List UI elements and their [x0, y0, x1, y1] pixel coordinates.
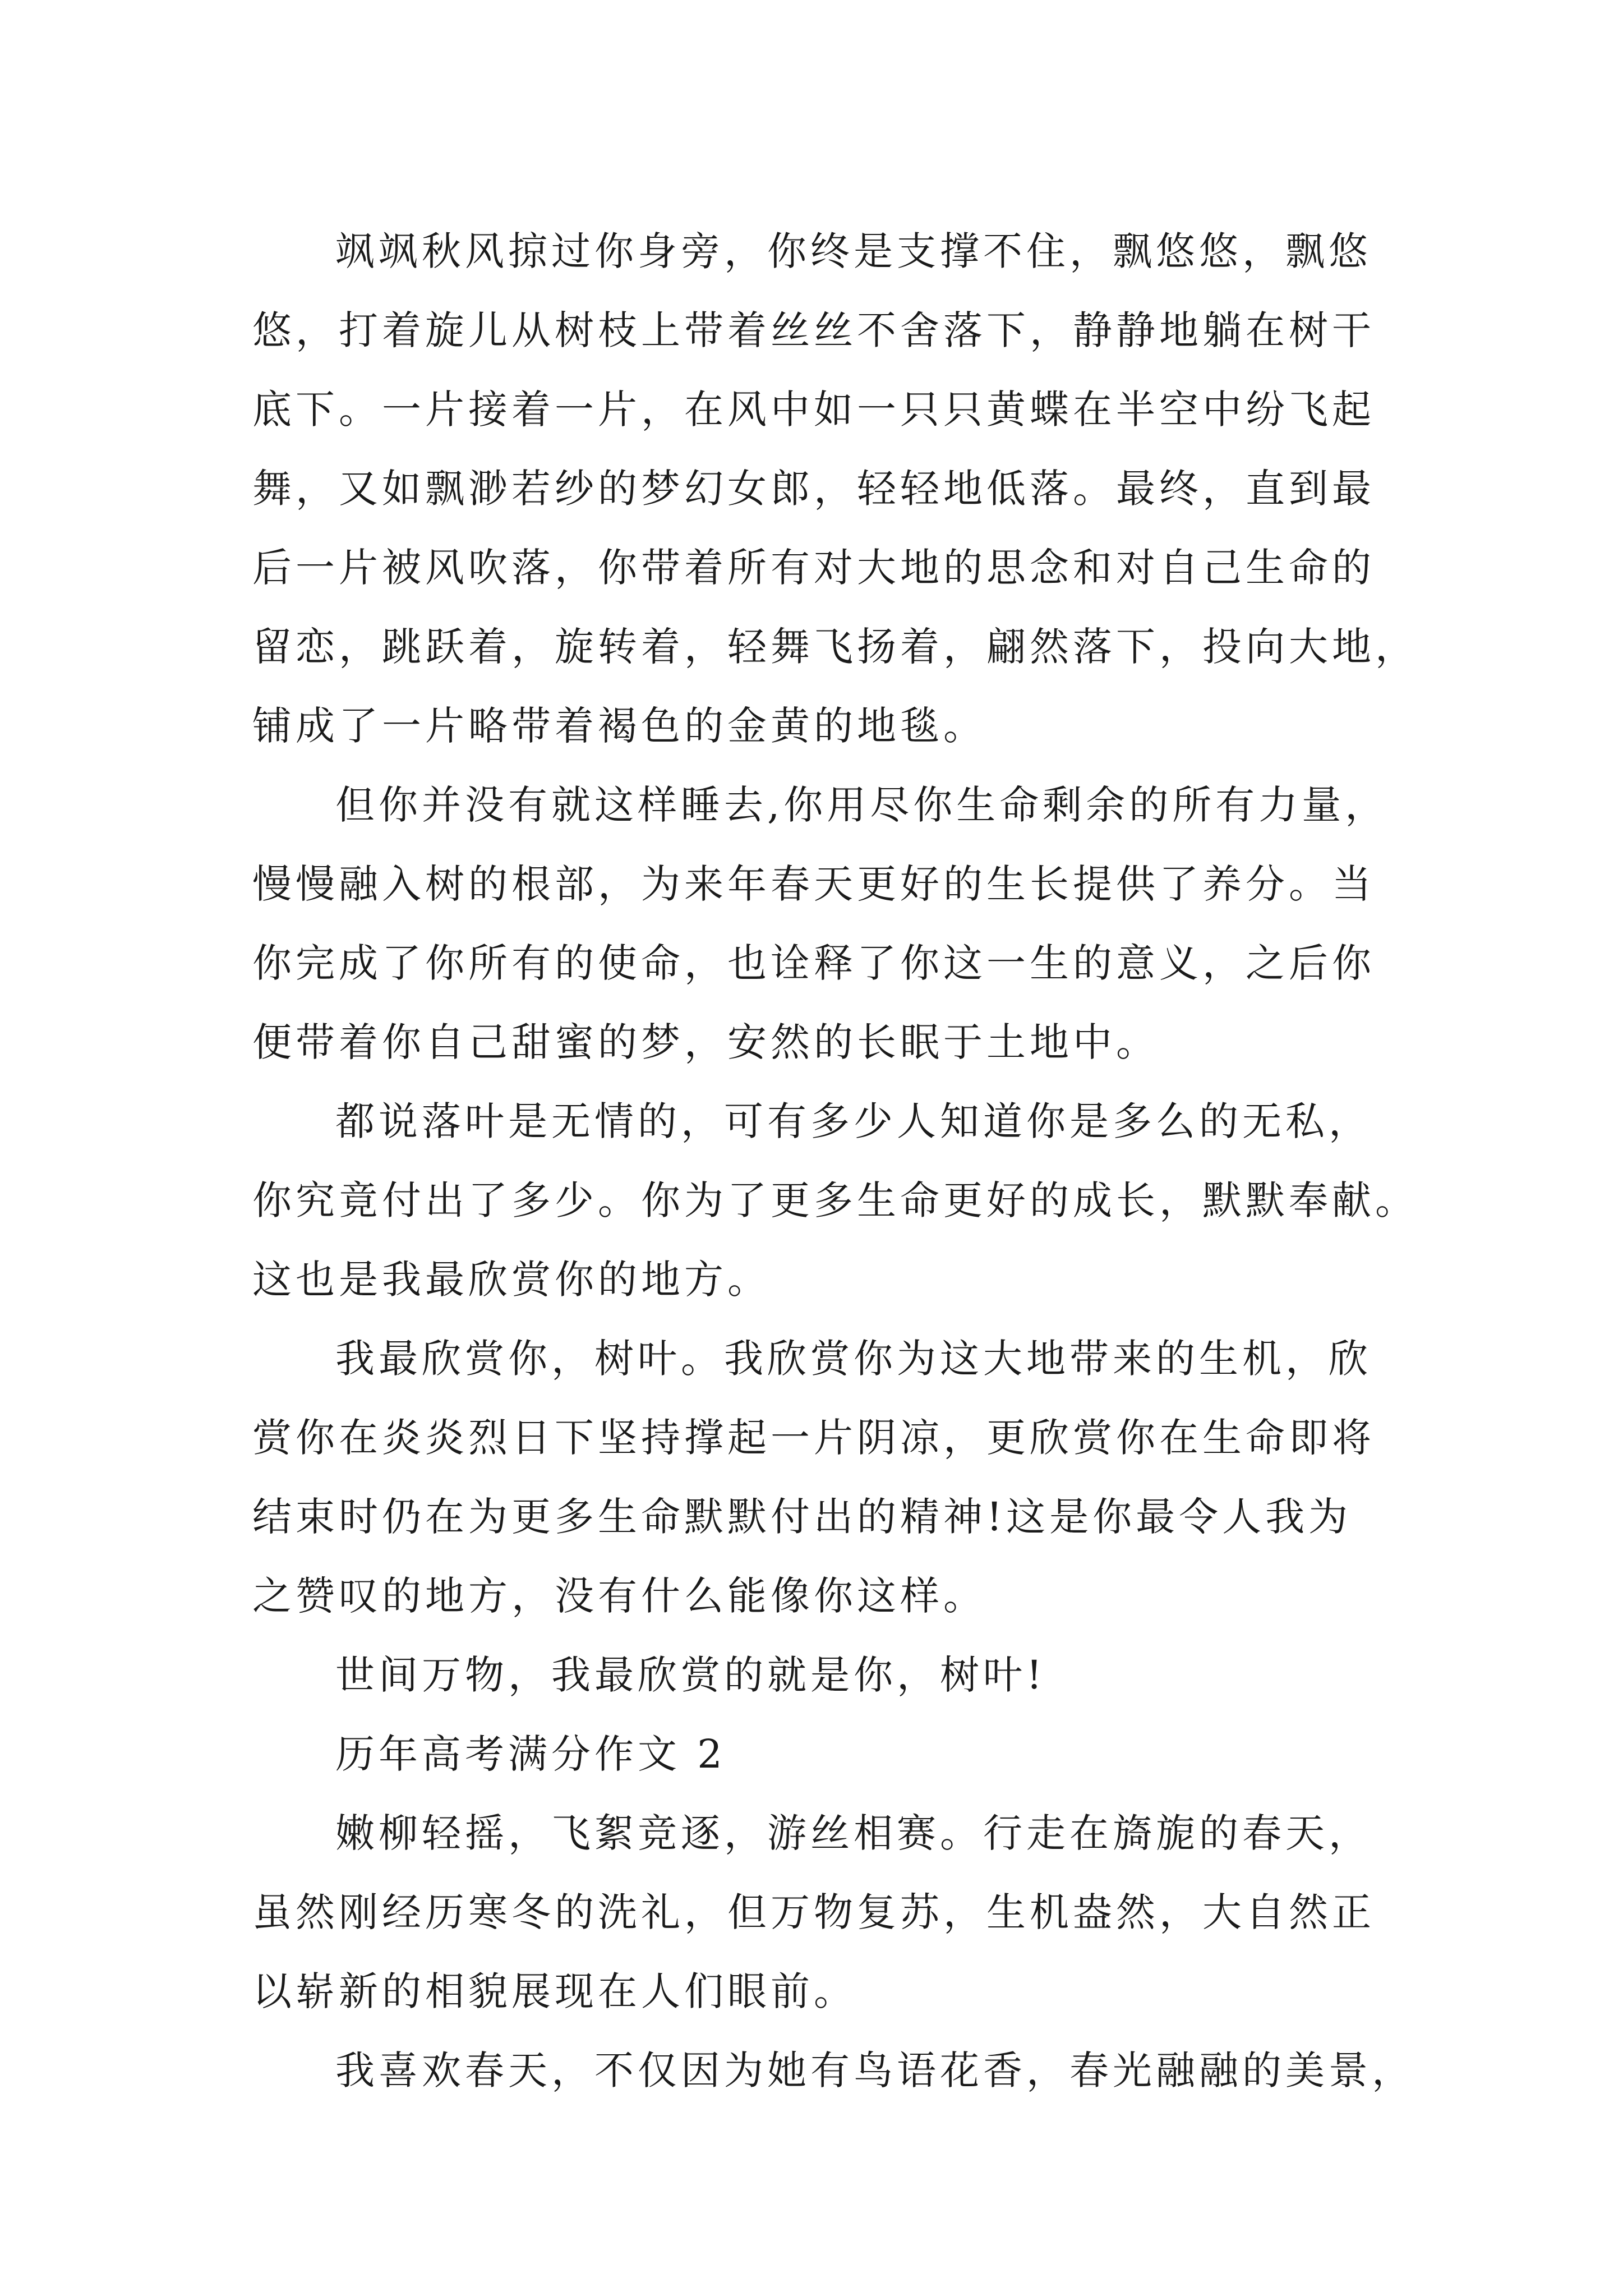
text-line: 你究竟付出了多少。你为了更多生命更好的成长，默默奉献。 — [252, 1177, 1418, 1223]
text-line: 我喜欢春天，不仅因为她有鸟语花香，春光融融的美景， — [335, 2047, 1415, 2093]
text-line: 舞，又如飘渺若纱的梦幻女郎，轻轻地低落。最终，直到最 — [252, 466, 1375, 512]
text-line: 后一片被风吹落，你带着所有对大地的思念和对自己生命的 — [252, 545, 1375, 591]
text-line: 之赞叹的地方，没有什么能像你这样。 — [252, 1573, 986, 1619]
text-line: 但你并没有就这样睡去,你用尽你生命剩余的所有力量， — [335, 782, 1389, 828]
text-line: 便带着你自己甜蜜的梦，安然的长眠于土地中。 — [252, 1019, 1159, 1065]
text-line: 嫩柳轻摇，飞絮竞逐，游丝相赛。行走在旖旎的春天， — [335, 1810, 1372, 1856]
essay-body — [252, 212, 1418, 2110]
text-line: 世间万物，我最欣赏的就是你，树叶! — [335, 1652, 1046, 1698]
text-line: 飒飒秋风掠过你身旁，你终是支撑不住，飘悠悠，飘悠 — [335, 228, 1372, 274]
text-line: 都说落叶是无情的，可有多少人知道你是多么的无私， — [335, 1098, 1372, 1144]
text-line: 你完成了你所有的使命，也诠释了你这一生的意义，之后你 — [252, 940, 1375, 986]
text-line: 赏你在炎炎烈日下坚持撑起一片阴凉，更欣赏你在生命即将 — [252, 1415, 1375, 1461]
text-line: 慢慢融入树的根部，为来年春天更好的生长提供了养分。当 — [252, 861, 1375, 907]
section-heading: 历年高考满分作文 2 — [335, 1731, 726, 1777]
text-line: 我最欣赏你，树叶。我欣赏你为这大地带来的生机，欣 — [335, 1336, 1372, 1382]
text-line: 底下。一片接着一片，在风中如一只只黄蝶在半空中纷飞起 — [252, 386, 1375, 432]
text-line: 以崭新的相貌展现在人们眼前。 — [252, 1968, 857, 2014]
text-line: 铺成了一片略带着褐色的金黄的地毯。 — [252, 703, 986, 749]
text-line: 结束时仍在为更多生命默默付出的精神!这是你最令人我为 — [252, 1494, 1352, 1540]
text-line: 悠，打着旋儿从树枝上带着丝丝不舍落下，静静地躺在树干 — [252, 307, 1375, 353]
text-line: 这也是我最欣赏你的地方。 — [252, 1257, 771, 1303]
text-line: 虽然刚经历寒冬的洗礼，但万物复苏，生机盎然，大自然正 — [252, 1889, 1375, 1935]
text-line: 留恋，跳跃着，旋转着，轻舞飞扬着，翩然落下，投向大地， — [252, 624, 1418, 670]
